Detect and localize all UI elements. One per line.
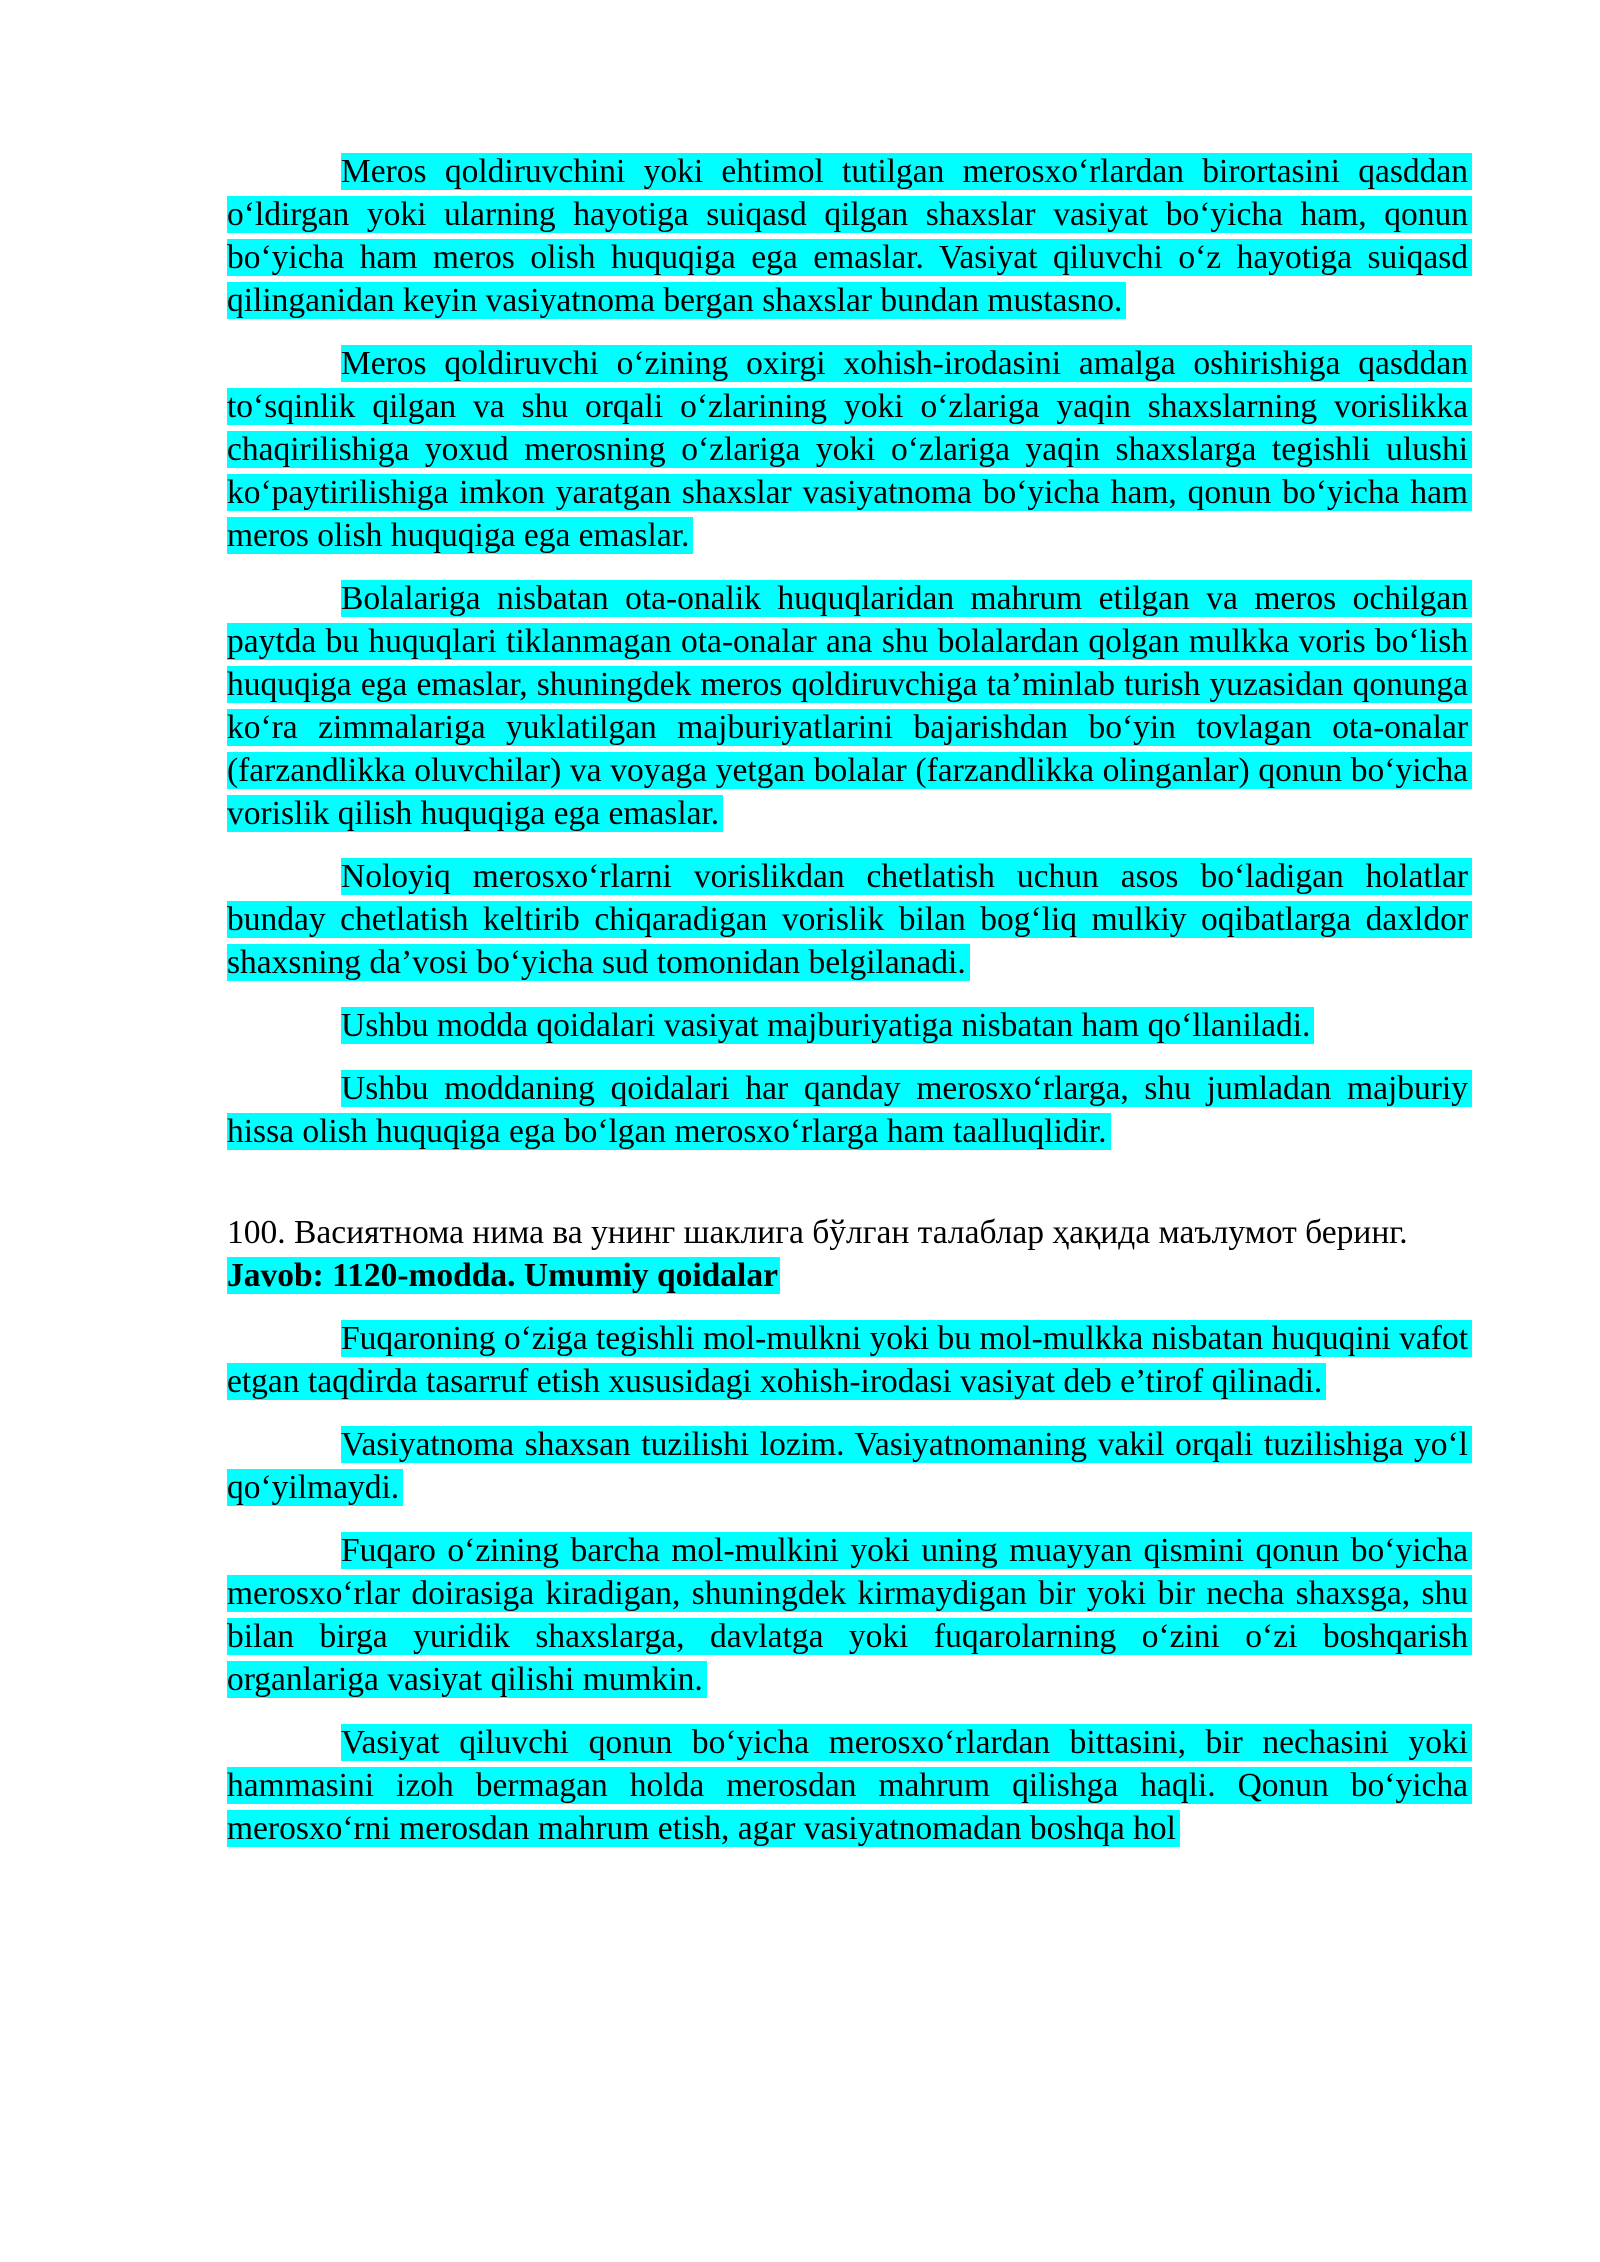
paragraph-will-definition: [227, 1317, 1472, 1403]
highlighted-text: Meros qoldiruvchi o‘zining oxirgi xohish-irodasini amalga oshirishiga qasddan to‘sqinlik qilgan va shu orqali o‘zlarining yoki o‘zlariga yaqin shaxslarning vorislikka chaqirilishiga yoxud merosning o‘zlariga yoki o‘zlariga yaqin shaxslarga tegishli ulushi ko‘paytirilishiga imkon yaratgan shaxslar vasiyatnoma bo‘yicha ham, qonun bo‘yicha ham meros olish huquqiga ega emaslar.: [227, 345, 1472, 554]
paragraph-court-determination: [227, 855, 1472, 984]
highlighted-text: Ushbu modda qoidalari vasiyat majburiyatiga nisbatan ham qo‘llaniladi.: [341, 1007, 1314, 1044]
paragraph-parental-rights: [227, 577, 1472, 835]
highlighted-text: Noloyiq merosxo‘rlarni vorislikdan chetlatish uchun asos bo‘ladigan holatlar bunday chetlatish keltirib chiqaradigan vorislik bilan bog‘liq mulkiy oqibatlarga daxldor shaxsning da’vosi bo‘yicha sud tomonidan belgilanadi.: [227, 858, 1472, 981]
answer-heading: [227, 1254, 1472, 1297]
answer-title: Javob: 1120-modda. Umumiy qoidalar: [227, 1257, 778, 1294]
paragraph-obligation-rule: [227, 1004, 1472, 1047]
highlighted-text: Meros qoldiruvchini yoki ehtimol tutilgan merosxo‘rlardan birortasini qasddan o‘ldirgan yoki ularning hayotiga suiqasd qilgan shaxslar vasiyat bo‘yicha ham, qonun bo‘yicha ham meros olish huquqiga ega emaslar. Vasiyat qiluvchi o‘z hayotiga suiqasd qilinganidan keyin vasiyatnoma bergan shaxslar bundan mustasno.: [227, 153, 1472, 319]
highlighted-text: Ushbu moddaning qoidalari har qanday merosxo‘rlarga, shu jumladan majburiy hissa olish huquqiga ega bo‘lgan merosxo‘rlarga ham taalluqlidir.: [227, 1070, 1472, 1150]
paragraph-obstruction: [227, 342, 1472, 557]
highlighted-text: Bolalariga nisbatan ota-onalik huquqlaridan mahrum etilgan va meros ochilgan paytda bu huquqlari tiklanmagan ota-onalar ana shu bolalardan qolgan mulkka voris bo‘lish huquqiga ega emaslar, shuningdek meros qoldiruvchiga ta’minlab turish yuzasidan qonunga ko‘ra zimmalariga yuklatilgan majburiyatlarini bajarishdan bo‘yin tovlagan ota-onalar (farzandlikka oluvchilar) va voyaga yetgan bolalar (farzandlikka olinganlar) qonun bo‘yicha vorislik qilish huquqiga ega emaslar.: [227, 580, 1472, 832]
highlighted-text: Vasiyat qiluvchi qonun bo‘yicha merosxo‘rlardan bittasini, bir nechasini yoki hammasini izoh bermagan holda merosdan mahrum qilishga haqli. Qonun bo‘yicha merosxo‘rni merosdan mahrum etish, agar vasiyatnomadan boshqa hol: [227, 1724, 1472, 1847]
paragraph-applicability: [227, 1067, 1472, 1153]
document-page: [227, 150, 1472, 1850]
highlighted-text: Fuqaro o‘zining barcha mol-mulkini yoki uning muayyan qismini qonun bo‘yicha merosxo‘rlar doirasiga kiradigan, shuningdek kirmaydigan bir yoki bir necha shaxsga, shu bilan birga yuridik shaxslarga, davlatga yoki fuqarolarning o‘zini o‘zi boshqarish organlariga vasiyat qilishi mumkin.: [227, 1532, 1472, 1698]
paragraph-beneficiaries: [227, 1529, 1472, 1701]
paragraph-personal-drafting: [227, 1423, 1472, 1509]
paragraph-disinheritance: [227, 1721, 1472, 1850]
paragraph-inheritance-exclusion: [227, 150, 1472, 322]
highlighted-text: Fuqaroning o‘ziga tegishli mol-mulkni yoki bu mol-mulkka nisbatan huquqini vafot etgan taqdirda tasarruf etish xususidagi xohish-irodasi vasiyat deb e’tirof qilinadi.: [227, 1320, 1472, 1400]
question-heading: 100. Васиятнома нима ва унинг шаклига бўлган талаблар ҳақида маълумот беринг.: [227, 1214, 1408, 1251]
highlighted-text: Vasiyatnoma shaxsan tuzilishi lozim. Vasiyatnomaning vakil orqali tuzilishiga yo‘l qo‘yilmaydi.: [227, 1426, 1472, 1506]
